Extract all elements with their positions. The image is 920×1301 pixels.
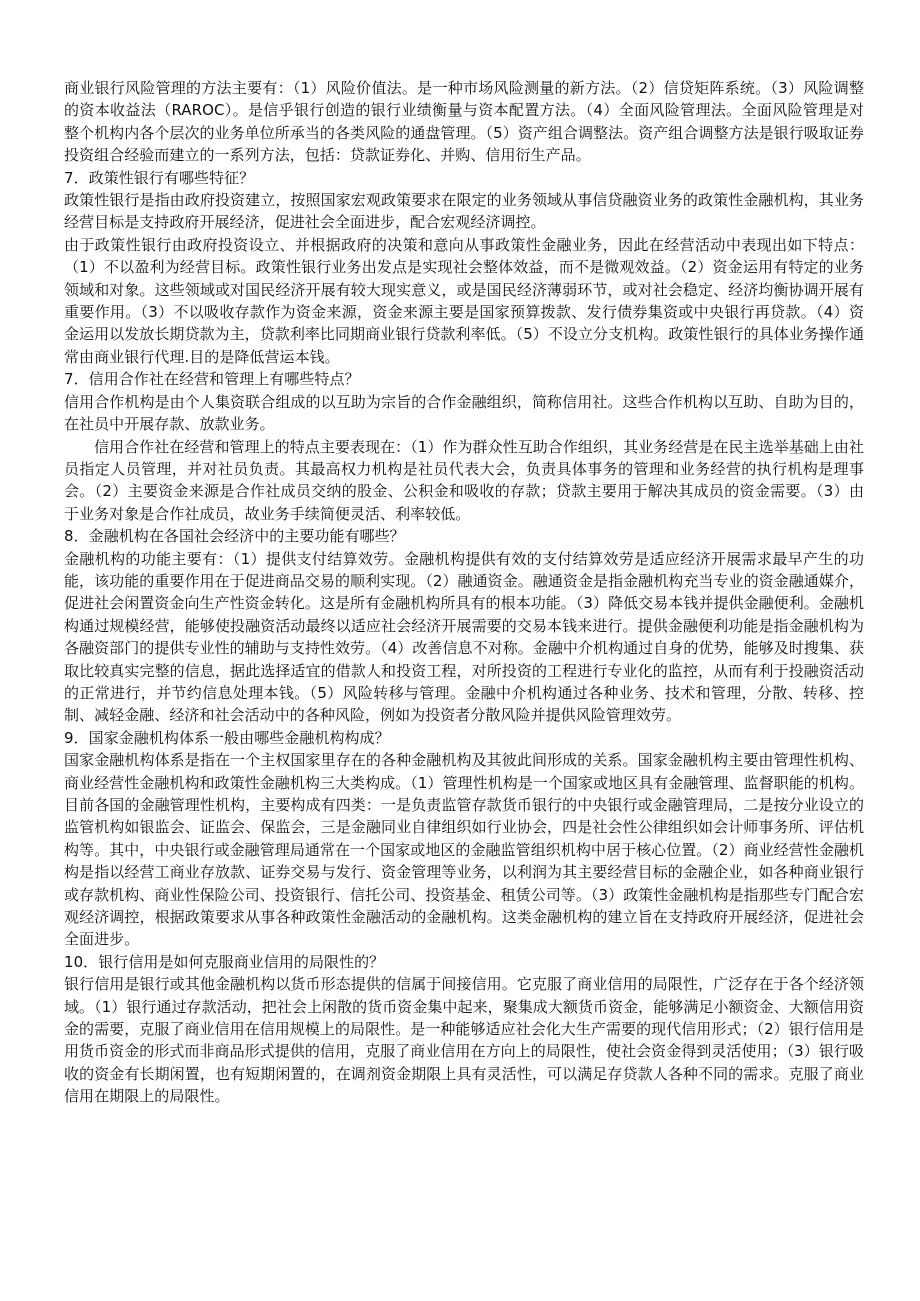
paragraph-financial-institution-functions: 金融机构的功能主要有：（1）提供支付结算效劳。金融机构提供有效的支付结算效劳是适应经济开展需求最早产生的功能，该功能的重要作用在于促进商品交易的顺利实现。（2）融通资金。融通资金是指金融机构充当专业的资金融通媒介，促进社会闲置资金向生产性资金转化。这是所有金融机构所具有的根本功能。（3）降低交易本钱并提供金融便利。金融机构通过规模经营，能够使投融资活动最终以适应社会经济开展需要的交易本钱来进行。提供金融便利功能是指金融机构为各融资部门的提供专业性的辅助与支持性效劳。（4）改善信息不对称。金融中介机构通过自身的优势，能够及时搜集、获取比较真实完整的信息，据此选择适宜的借款人和投资工程，对所投资的工程进行专业化的监控，从而有利于投融资活动的正常进行，并节约信息处理本钱。（5）风险转移与管理。金融中介机构通过各种业务、技术和管理，分散、转移、控制、减轻金融、经济和社会活动中的各种风险，例如为投资者分散风险并提供风险管理效劳。 <box>64 549 864 725</box>
paragraph-policy-bank-characteristics: 由于政策性银行由政府投资设立、并根据政府的决策和意向从事政策性金融业务，因此在经营活动中表现出如下特点：（1）不以盈利为经营目标。政策性银行业务出发点是实现社会整体效益，而不是微观效益。（2）资金运用有特定的业务领域和对象。这些领域或对国民经济开展有较大现实意义，或是国民经济薄弱环节，或对社会稳定、经济均衡协调开展有重要作用。（3）不以吸收存款作为资金来源，资金来源主要是国家预算拨款、发行债券集资或中央银行再贷款。（4）资金运用以发放长期贷款为主，贷款利率比同期商业银行贷款利率低。（5）不设立分支机构。政策性银行的具体业务操作通常由商业银行代理.目的是降低营运本钱。 <box>64 235 864 366</box>
question-bank-credit-limitations: 10．银行信用是如何克服商业信用的局限性的？ <box>64 952 385 971</box>
question-national-financial-system: 9．国家金融机构体系一般由哪些金融机构构成？ <box>64 728 390 747</box>
question-credit-cooperative-features: 7．信用合作社在经营和管理上有哪些特点？ <box>64 370 360 389</box>
question-policy-bank-features: 7．政策性银行有哪些特征？ <box>64 168 255 187</box>
paragraph-credit-cooperative-definition: 信用合作机构是由个人集资联合组成的以互助为宗旨的合作金融组织，简称信用社。这些合作机构以互助、自助为目的，在社员中开展存款、放款业务。 <box>64 392 864 434</box>
paragraph-risk-management-methods: 商业银行风险管理的方法主要有：（1）风险价值法。是一种市场风险测量的新方法。（2）信贷矩阵系统。（3）风险调整的资本收益法（RAROC）。是信乎银行创造的银行业绩衡量与资本配置方法。（4）全面风险管理法。全面风险管理是对整个机构内各个层次的业务单位所承当的各类风险的通盘管理。（5）资产组合调整法。资产组合调整方法是银行吸取证券投资组合经验而建立的一系列方法，包括：贷款证券化、并购、信用衍生产品。 <box>64 79 864 165</box>
question-financial-institution-functions: 8．金融机构在各国社会经济中的主要功能有哪些？ <box>64 527 405 546</box>
paragraph-policy-bank-definition: 政策性银行是指由政府投资建立，按照国家宏观政策要求在限定的业务领域从事信贷融资业务的政策性金融机构，其业务经营目标是支持政府开展经济，促进社会全面进步，配合宏观经济调控。 <box>64 191 864 232</box>
paragraph-credit-cooperative-characteristics: 信用合作社在经营和管理上的特点主要表现在：（1）作为群众性互助合作组织，其业务经营是在民主选举基础上由社员指定人员管理，并对社员负责。其最高权力机构是社员代表大会，负责具体事务的管理和业务经营的执行机构是理事会。（2）主要资金来源是合作社成员交纳的股金、公积金和吸收的存款；贷款主要用于解决其成员的资金需要。（3）由于业务对象是合作社成员，故业务手续简便灵活、利率较低。 <box>64 437 864 523</box>
paragraph-bank-credit-limitations: 银行信用是银行或其他金融机构以货币形态提供的信属于间接信用。它克服了商业信用的局限性，广泛存在于各个经济领域。（1）银行通过存款活动，把社会上闲散的货币资金集中起来，聚集成大额货币资金，能够满足小额资金、大额信用资金的需要，克服了商业信用在信用规模上的局限性。是一种能够适应社会化大生产需要的现代信用形式；（2）银行信用是用货币资金的形式而非商品形式提供的信用，克服了商业信用在方向上的局限性，使社会资金得到灵活使用；（3）银行吸收的资金有长期闲置，也有短期闲置的，在调剂资金期限上具有灵活性，可以满足存贷款人各种不同的需求。克服了商业信用在期限上的局限性。 <box>64 975 864 1106</box>
paragraph-national-financial-system: 国家金融机构体系是指在一个主权国家里存在的各种金融机构及其彼此间形成的关系。国家金融机构主要由管理性机构、商业经营性金融机构和政策性金融机构三大类构成。（1）管理性机构是一个国家或地区具有金融管理、监督职能的机构。目前各国的金融管理性机构，主要构成有四类：一是负责监管存款货币银行的中央银行或金融管理局，二是按分业设立的监管机构如银监会、证监会、保监会，三是金融同业自律组织如行业协会，四是社会性公律组织如会计师事务所、评估机构等。其中，中央银行或金融管理局通常在一个国家或地区的金融监管组织机构中居于核心位置。（2）商业经营性金融机构是指以经营工商业存放款、证券交易与发行、资金管理等业务，以利润为其主要经营目标的金融企业，如各种商业银行或存款机构、商业性保险公司、投资银行、信托公司、投资基金、租赁公司等。（3）政策性金融机构是指那些专门配合宏观经济调控，根据政策要求从事各种政策性金融活动的金融机构。这类金融机构的建立旨在支持政府开展经济，促进社会全面进步。 <box>64 751 864 949</box>
